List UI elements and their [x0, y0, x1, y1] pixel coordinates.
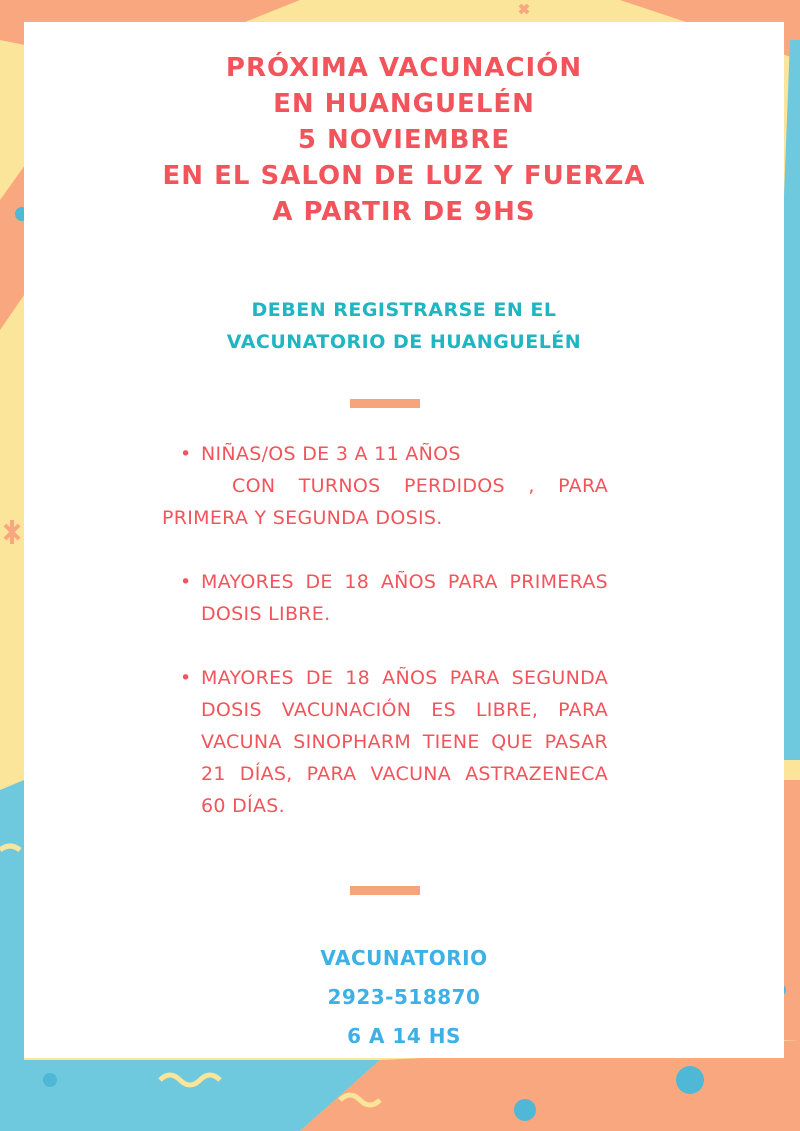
- item-text: MAYORES DE 18 AÑOS PARA PRIMERAS DOSIS LIBRE.: [201, 571, 608, 625]
- item-line: NIÑAS/OS DE 3 A 11 AÑOS: [201, 443, 461, 465]
- title-line: EN HUANGUELÉN: [273, 89, 535, 119]
- bullet: •: [180, 443, 192, 465]
- title-line: PRÓXIMA VACUNACIÓN: [225, 53, 583, 83]
- title-line: EN EL SALON DE LUZ Y FUERZA: [162, 161, 646, 191]
- eligibility-list: [162, 438, 608, 822]
- contact-info: [24, 939, 784, 1056]
- bullet: •: [180, 667, 192, 689]
- contact-hours: 6 A 14 HS: [347, 1024, 461, 1048]
- list-item: [162, 566, 608, 630]
- list-item: [162, 438, 608, 534]
- list-item: [162, 662, 608, 822]
- item-text: MAYORES DE 18 AÑOS PARA SEGUNDA DOSIS VACUNACIÓN ES LIBRE, PARA VACUNA SINOPHARM TIENE QUE PASAR 21 DÍAS, PARA VACUNA ASTRAZENECA 60 DÍAS.: [201, 667, 608, 817]
- contact-phone: 2923-518870: [327, 985, 481, 1009]
- title-line: A PARTIR DE 9HS: [272, 197, 536, 227]
- divider-top: [350, 399, 420, 408]
- announcement-title: [24, 50, 784, 230]
- divider-bottom: [350, 886, 420, 895]
- title-line: 5 NOVIEMBRE: [297, 125, 511, 155]
- item-line: PRIMERA Y SEGUNDA DOSIS.: [162, 507, 443, 529]
- register-line: VACUNATORIO DE HUANGUELÉN: [226, 331, 582, 353]
- item-line: CON TURNOS PERDIDOS , PARA: [232, 475, 608, 497]
- bullet: •: [180, 571, 192, 593]
- registration-notice: [24, 294, 784, 358]
- register-line: DEBEN REGISTRARSE EN EL: [251, 299, 557, 321]
- flyer-card: [24, 22, 784, 1058]
- contact-name: VACUNATORIO: [320, 946, 488, 970]
